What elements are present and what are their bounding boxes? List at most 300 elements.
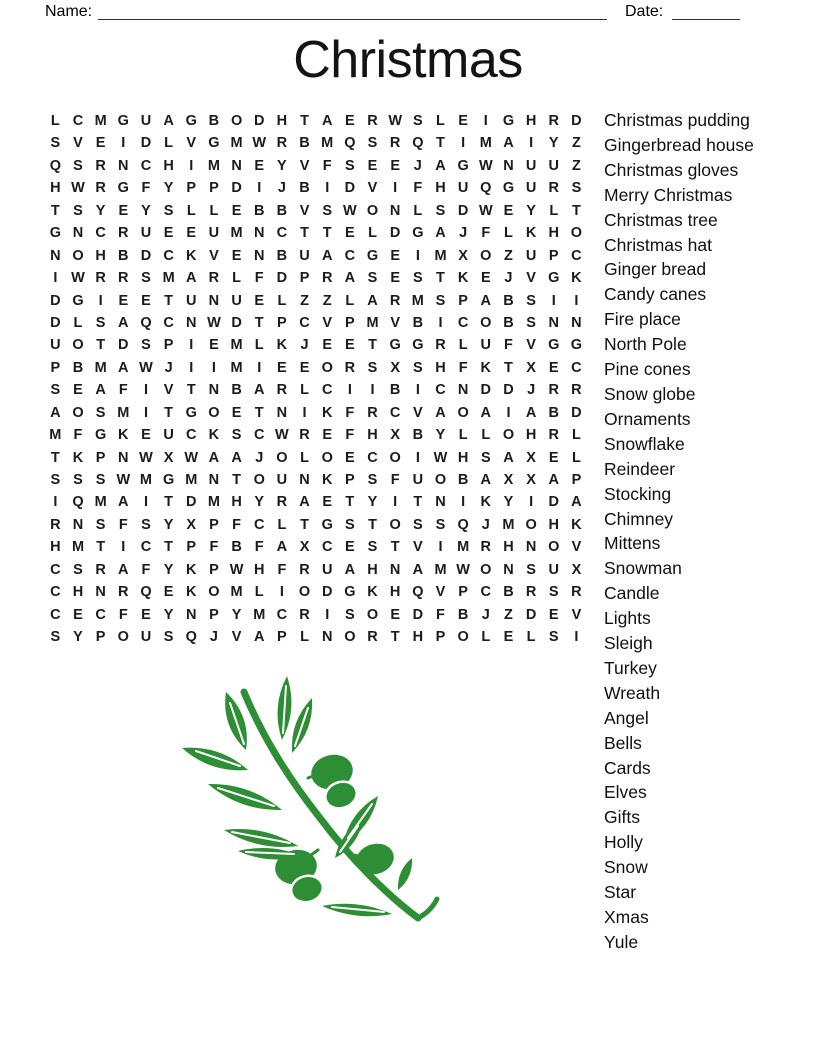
grid-letter: N (503, 561, 514, 578)
grid-letter: O (276, 449, 288, 466)
grid-letter: S (412, 270, 423, 287)
grid-letter: A (480, 472, 492, 488)
grid-letter: C (571, 359, 582, 376)
grid-letter: N (208, 382, 220, 399)
grid-letter: M (434, 247, 447, 264)
grid-letter: D (344, 180, 356, 197)
grid-letter: H (163, 157, 174, 174)
grid-letter: S (571, 180, 582, 197)
grid-letter: X (458, 247, 468, 264)
grid-letter: T (50, 202, 60, 219)
grid-letter: L (164, 135, 174, 152)
word-list-item: Gifts (604, 807, 640, 828)
grid-letter: C (276, 225, 288, 242)
grid-letter: X (526, 359, 536, 376)
grid-letter: T (254, 404, 264, 421)
grid-letter: O (72, 337, 84, 354)
grid-letter: V (571, 606, 582, 623)
grid-letter: T (322, 225, 332, 242)
grid-letter: I (257, 359, 262, 376)
grid-letter: C (367, 449, 378, 466)
grid-letter: S (141, 337, 151, 354)
grid-letter: F (232, 516, 241, 533)
grid-letter: T (345, 494, 355, 511)
word-list-item: Reindeer (604, 458, 676, 479)
olive-branch-illustration (160, 658, 450, 938)
grid-letter: S (95, 404, 106, 421)
grid-letter: E (73, 606, 83, 623)
grid-letter: M (117, 404, 130, 421)
grid-letter: P (345, 314, 355, 331)
grid-letter: J (209, 629, 218, 646)
grid-letter: Y (163, 516, 174, 533)
grid-letter: P (458, 584, 468, 601)
grid-letter: C (140, 157, 152, 174)
grid-letter: S (526, 561, 536, 578)
grid-letter: M (457, 539, 470, 556)
grid-letter: I (325, 180, 330, 197)
grid-letter: Y (163, 561, 174, 578)
grid-letter: H (389, 584, 401, 601)
grid-letter: U (412, 472, 424, 488)
grid-letter: C (95, 225, 106, 242)
grid-letter: D (231, 180, 242, 197)
grid-letter: S (50, 629, 61, 646)
grid-letter: A (118, 314, 129, 331)
grid-letter: R (367, 404, 378, 421)
grid-letter: T (186, 382, 196, 399)
grid-letter: L (277, 516, 287, 533)
grid-letter: M (94, 359, 107, 376)
grid-letter: R (480, 539, 492, 556)
grid-letter: L (300, 449, 309, 466)
grid-letter: L (254, 584, 264, 601)
grid-letter: F (322, 157, 332, 174)
grid-letter: E (209, 337, 219, 354)
grid-letter: O (344, 629, 356, 646)
grid-letter: S (73, 202, 83, 219)
grid-letter: A (231, 449, 242, 466)
grid-letter: O (117, 629, 129, 646)
grid-letter: P (209, 606, 219, 623)
grid-letter: N (118, 157, 129, 174)
grid-letter: H (525, 113, 537, 129)
grid-letter: I (529, 494, 534, 511)
word-list-item: Star (604, 882, 637, 903)
grid-letter: B (457, 606, 469, 623)
grid-letter: S (73, 561, 83, 578)
grid-letter: R (389, 135, 401, 152)
grid-letter: U (186, 292, 197, 309)
grid-letter: M (253, 606, 266, 623)
grid-letter: T (96, 539, 106, 556)
grid-letter: V (435, 584, 446, 601)
grid-letter: Q (412, 135, 424, 152)
grid-letter: T (436, 270, 445, 287)
grid-letter: R (367, 113, 378, 129)
grid-letter: E (254, 157, 265, 174)
grid-letter: N (118, 449, 129, 466)
grid-letter: N (321, 629, 333, 646)
word-list-item: Christmas gloves (604, 159, 739, 180)
grid-letter: L (526, 629, 536, 646)
grid-letter: T (413, 494, 423, 511)
grid-letter: O (457, 629, 469, 646)
grid-letter: Q (480, 180, 492, 197)
grid-letter: F (118, 606, 128, 623)
grid-letter: L (571, 449, 581, 466)
grid-letter: F (118, 516, 128, 533)
grid-letter: W (456, 561, 470, 578)
grid-letter: I (98, 292, 103, 309)
grid-letter: I (53, 494, 58, 511)
grid-letter: I (461, 135, 466, 152)
grid-letter: O (480, 247, 492, 264)
grid-letter: X (163, 449, 174, 466)
grid-letter: E (345, 337, 355, 354)
grid-letter: K (480, 359, 492, 376)
grid-letter: U (525, 247, 537, 264)
grid-letter: A (118, 359, 129, 376)
grid-letter: Y (526, 202, 536, 219)
grid-letter: X (571, 561, 582, 578)
grid-letter: G (570, 337, 583, 354)
grid-letter: S (412, 113, 423, 129)
grid-letter: P (458, 292, 468, 309)
grid-letter: R (389, 292, 401, 309)
word-list-item: North Pole (604, 334, 687, 355)
grid-letter: V (209, 247, 219, 264)
grid-letter: U (548, 157, 559, 174)
grid-letter: D (276, 270, 288, 287)
word-list-item: Merry Christmas (604, 184, 733, 205)
name-write-line (98, 19, 607, 20)
grid-letter: L (549, 202, 559, 219)
grid-letter: D (231, 314, 242, 331)
grid-letter: A (299, 494, 310, 511)
grid-letter: R (525, 584, 537, 601)
grid-letter: J (527, 382, 536, 399)
grid-letter: B (503, 584, 514, 601)
grid-letter: M (366, 314, 379, 331)
grid-letter: N (571, 314, 582, 331)
grid-letter: R (548, 427, 559, 444)
grid-letter: E (231, 202, 242, 219)
grid-letter: N (186, 606, 197, 623)
grid-letter: A (253, 629, 265, 646)
grid-letter: W (139, 449, 153, 466)
grid-letter: S (435, 292, 446, 309)
grid-letter: W (388, 113, 403, 129)
word-list-item: Mittens (604, 533, 661, 554)
grid-letter: E (548, 606, 559, 623)
grid-letter: A (435, 225, 446, 242)
grid-letter: P (571, 472, 582, 488)
grid-letter: M (230, 135, 243, 152)
grid-letter: B (299, 180, 310, 197)
grid-letter: H (50, 180, 61, 197)
grid-letter: H (435, 180, 446, 197)
word-list-item: Cards (604, 757, 651, 778)
grid-letter: J (504, 270, 513, 287)
grid-letter: E (503, 202, 514, 219)
grid-letter: A (367, 292, 378, 309)
grid-letter: E (322, 427, 333, 444)
grid-letter: S (141, 270, 151, 287)
grid-letter: Q (140, 314, 152, 331)
grid-letter: F (254, 539, 264, 556)
grid-letter: S (345, 157, 355, 174)
grid-letter: X (390, 359, 400, 376)
grid-letter: P (277, 314, 287, 331)
grid-letter: A (525, 404, 537, 421)
grid-letter: G (95, 427, 107, 444)
grid-letter: N (95, 584, 106, 601)
grid-letter: C (321, 539, 333, 556)
grid-letter: C (389, 404, 401, 421)
grid-letter: D (571, 113, 582, 129)
grid-letter: W (252, 135, 267, 152)
date-write-line (672, 19, 740, 20)
grid-letter: G (321, 516, 333, 533)
grid-letter: I (143, 494, 148, 511)
grid-letter: K (525, 225, 537, 242)
grid-letter: R (299, 606, 310, 623)
grid-letter: F (277, 561, 287, 578)
grid-letter: E (322, 494, 333, 511)
grid-letter: I (189, 157, 194, 174)
grid-letter: I (438, 539, 443, 556)
grid-letter: G (49, 225, 61, 242)
grid-letter: G (208, 135, 220, 152)
grid-letter: T (254, 314, 264, 331)
grid-letter: I (279, 584, 284, 601)
grid-letter: X (503, 472, 514, 488)
grid-letter: M (230, 225, 243, 242)
grid-letter: A (548, 472, 559, 488)
grid-letter: E (548, 449, 559, 466)
grid-letter: A (435, 404, 446, 421)
grid-letter: O (72, 247, 84, 264)
grid-letter: D (548, 494, 559, 511)
grid-letter: A (253, 382, 265, 399)
grid-letter: Z (300, 292, 309, 309)
grid-letter: P (95, 449, 106, 466)
grid-letter: F (390, 472, 400, 488)
grid-letter: T (390, 539, 400, 556)
grid-letter: P (209, 516, 219, 533)
grid-letter: T (96, 337, 106, 354)
grid-letter: F (254, 270, 264, 287)
grid-letter: C (50, 606, 61, 623)
grid-letter: H (525, 427, 537, 444)
grid-letter: E (345, 113, 355, 129)
grid-letter: T (232, 472, 241, 488)
word-list-item: Holly (604, 832, 643, 853)
grid-letter: R (118, 270, 129, 287)
grid-letter: I (302, 404, 307, 421)
grid-letter: U (480, 337, 492, 354)
grid-letter: W (139, 359, 153, 376)
grid-letter: E (141, 606, 151, 623)
grid-letter: U (321, 561, 333, 578)
grid-letter: M (411, 292, 424, 309)
grid-letter: T (164, 292, 174, 309)
grid-letter: J (481, 606, 490, 623)
grid-letter: C (435, 382, 446, 399)
grid-letter: F (141, 561, 151, 578)
grid-letter: E (390, 270, 400, 287)
grid-letter: O (366, 202, 379, 219)
word-list-item: Stocking (604, 483, 672, 504)
grid-letter: K (186, 247, 197, 264)
grid-letter: B (548, 404, 559, 421)
grid-letter: A (118, 494, 129, 511)
grid-letter: E (73, 382, 83, 399)
grid-letter: R (548, 180, 559, 197)
grid-letter: G (502, 180, 515, 197)
grid-letter: E (163, 584, 174, 601)
grid-letter: R (95, 157, 106, 174)
grid-letter: M (230, 359, 243, 376)
grid-letter: S (163, 202, 174, 219)
grid-letter: C (253, 516, 265, 533)
grid-letter: P (186, 180, 197, 197)
word-list-item: Sleigh (604, 633, 653, 654)
grid-letter: N (186, 314, 197, 331)
word-list-item: Christmas pudding (604, 110, 750, 130)
grid-letter: F (504, 337, 513, 354)
grid-letter: E (254, 292, 265, 309)
grid-letter: G (117, 180, 129, 197)
grid-letter: S (322, 202, 333, 219)
grid-letter: Z (504, 606, 513, 623)
grid-letter: U (457, 180, 469, 197)
grid-letter: G (457, 157, 469, 174)
grid-letter: F (118, 382, 128, 399)
grid-letter: U (140, 629, 152, 646)
grid-letter: C (571, 247, 582, 264)
grid-letter: U (525, 180, 537, 197)
grid-letter: I (438, 314, 443, 331)
grid-letter: K (208, 427, 220, 444)
grid-letter: E (390, 157, 400, 174)
grid-letter: H (50, 539, 61, 556)
word-list-item: Pine cones (604, 359, 691, 380)
grid-letter: A (503, 449, 514, 466)
grid-letter: Y (277, 157, 287, 174)
page-title: Christmas (293, 31, 523, 89)
grid-letter: H (435, 359, 446, 376)
grid-letter: I (461, 494, 466, 511)
grid-letter: R (435, 337, 446, 354)
grid-letter: T (300, 113, 309, 129)
word-list-item: Candle (604, 583, 660, 604)
grid-letter: K (367, 584, 378, 601)
grid-letter: A (208, 449, 220, 466)
grid-letter: N (548, 314, 559, 331)
grid-letter: V (526, 337, 536, 354)
grid-letter: C (321, 382, 333, 399)
grid-letter: V (186, 135, 197, 152)
grid-letter: D (412, 606, 424, 623)
grid-letter: R (367, 629, 378, 646)
grid-letter: H (548, 225, 559, 242)
grid-letter: C (344, 247, 356, 264)
grid-letter: Q (140, 584, 152, 601)
grid-letter: T (164, 404, 174, 421)
grid-letter: R (276, 494, 288, 511)
grid-letter: P (209, 561, 219, 578)
grid-letter: D (389, 225, 401, 242)
grid-letter: I (143, 382, 148, 399)
grid-letter: U (50, 337, 61, 354)
grid-letter: J (300, 337, 309, 354)
grid-letter: S (367, 270, 378, 287)
grid-letter: F (141, 180, 151, 197)
grid-letter: V (163, 382, 174, 399)
grid-letter: C (72, 113, 84, 129)
grid-letter: P (186, 539, 197, 556)
grid-letter: L (571, 427, 581, 444)
grid-letter: N (457, 382, 469, 399)
grid-letter: M (71, 539, 85, 556)
word-list-item: Snowman (604, 558, 682, 579)
grid-letter: R (95, 561, 106, 578)
grid-letter: I (393, 494, 398, 511)
grid-letter: U (231, 292, 242, 309)
grid-letter: H (548, 516, 559, 533)
grid-letter: E (231, 404, 242, 421)
grid-letter: O (548, 539, 560, 556)
grid-letter: M (230, 337, 243, 354)
word-list-item: Snowflake (604, 433, 685, 454)
grid-letter: H (412, 629, 424, 646)
word-list-item: Fire place (604, 309, 681, 330)
grid-letter: D (118, 337, 129, 354)
grid-letter: I (574, 292, 579, 309)
grid-letter: L (186, 202, 196, 219)
grid-letter: N (276, 404, 288, 421)
grid-letter: M (185, 472, 198, 488)
grid-letter: S (345, 606, 355, 623)
grid-letter: O (502, 427, 515, 444)
grid-letter: O (253, 472, 265, 488)
grid-letter: F (413, 180, 423, 197)
grid-letter: L (300, 629, 309, 646)
grid-letter: H (72, 584, 84, 601)
grid-letter: O (72, 404, 84, 421)
grid-letter: I (257, 180, 262, 197)
grid-letter: E (458, 113, 468, 129)
grid-letter: H (95, 247, 106, 264)
grid-letter: I (189, 359, 194, 376)
grid-letter: R (548, 382, 559, 399)
grid-letter: D (457, 202, 469, 219)
grid-letter: B (412, 314, 424, 331)
grid-letter: J (459, 225, 468, 242)
grid-letter: D (480, 382, 492, 399)
word-list-item: Snow (604, 857, 648, 878)
grid-letter: V (322, 314, 333, 331)
grid-letter: S (480, 449, 491, 466)
grid-letter: S (367, 539, 378, 556)
grid-letter: B (389, 382, 401, 399)
grid-letter: G (117, 113, 129, 129)
grid-letter: C (163, 247, 174, 264)
grid-letter: S (50, 472, 61, 488)
grid-letter: W (229, 561, 244, 578)
